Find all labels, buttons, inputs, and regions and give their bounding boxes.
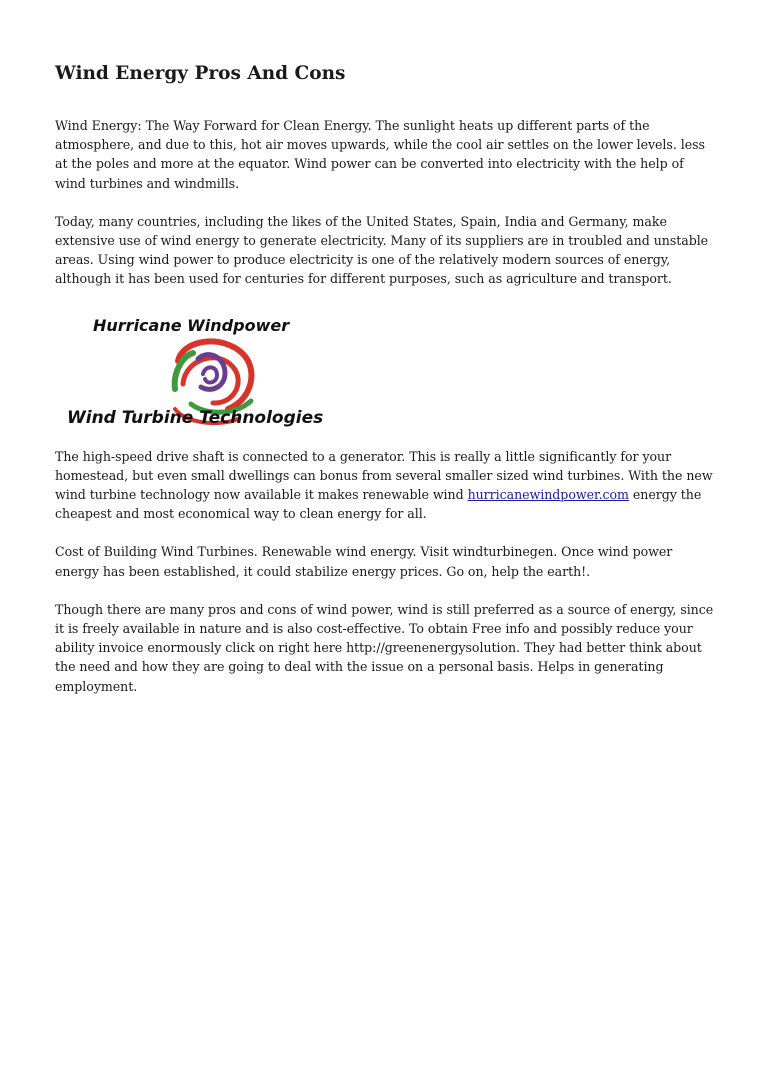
hurricane-windpower-logo: [63, 309, 383, 435]
paragraph-2: Today, many countries, including the likes of the United States, Spain, India and Germany, make extensive use of wind energy to generate electricity. Many of its suppliers are in troubled and unstable areas. Using wind power to produce electricity is one of the relatively modern sources of energy, although it has been used for centuries for different purposes, such as agriculture and transport.: [55, 213, 709, 287]
paragraph-4: Cost of Building Wind Turbines. Renewable wind energy. Visit windturbinegen. Once wind power energy has been established, it could stabilize energy prices. Go on, help the earth!.: [55, 544, 673, 579]
paragraph-5: Though there are many pros and cons of wind power, wind is still preferred as a source of energy, since it is freely available in nature and is also cost-effective. To obtain Free info and possibly reduce your ability invoice enormously click on right here http://greenenergysolution. They had better think about the need and how they are going to deal with the issue on a personal basis. Helps in generating employment.: [55, 601, 714, 694]
paragraph-3-text-after-link: energy the cheapest and most economical way to clean energy for all.: [55, 487, 702, 522]
page-title: Wind Energy Pros And Cons: [55, 63, 346, 84]
logo-graphic: [63, 309, 383, 435]
logo-bottom-text: Wind Turbine Technologies: [67, 407, 324, 428]
paragraph-3: [55, 447, 715, 524]
paragraph-3-text-before-link: The high-speed drive shaft is connected to a generator. This is really a little significantly for your homestead, but even small dwellings can bonus from several smaller sized wind turbines. With the new wind turbine technology now available it makes renewable wind: [55, 448, 713, 503]
paragraph-1: Wind Energy: The Way Forward for Clean Energy. The sunlight heats up different parts of the atmosphere, and due to this, hot air moves upwards, while the cool air settles on the lower levels. less at the poles and more at the equator. Wind power can be converted into electricity with the help of wind turbines and windmills.: [55, 118, 705, 191]
hurricanewindpower-link[interactable]: hurricanewindpower.com: [467, 487, 629, 503]
document-page: [55, 60, 715, 696]
logo-top-text: Hurricane Windpower: [93, 315, 290, 335]
